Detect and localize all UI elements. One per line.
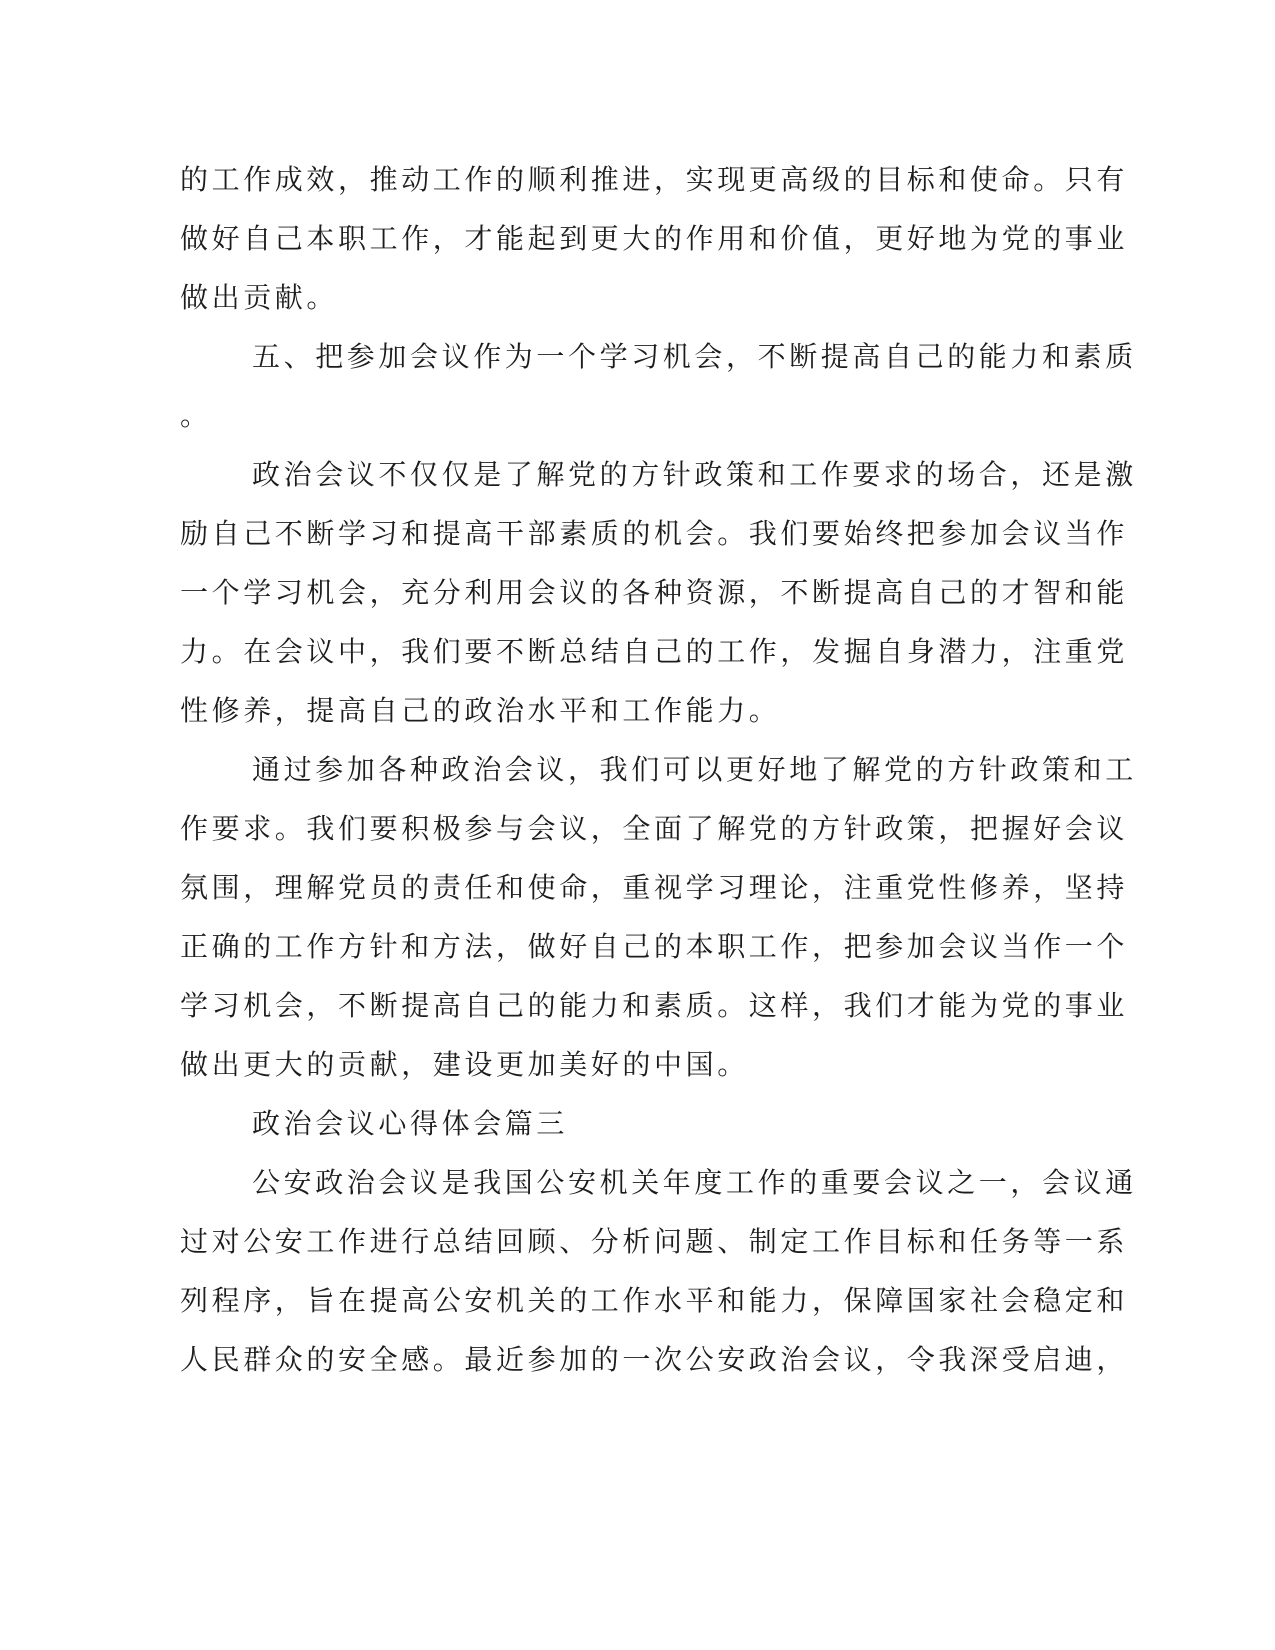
body-line: 人民群众的安全感。最近参加的一次公安政治会议，令我深受启迪， [180, 1343, 1129, 1376]
body-line: 力。在会议中，我们要不断总结自己的工作，发掘自身潜力，注重党 [180, 635, 1129, 668]
paragraph-first-line: 政治会议不仅仅是了解党的方针政策和工作要求的场合，还是激 [252, 458, 1137, 491]
body-line: 列程序，旨在提高公安机关的工作水平和能力，保障国家社会稳定和 [180, 1284, 1129, 1317]
body-line: 过对公安工作进行总结回顾、分析问题、制定工作目标和任务等一系 [180, 1225, 1129, 1258]
section-heading: 五、把参加会议作为一个学习机会，不断提高自己的能力和素质 [252, 340, 1137, 373]
body-line: 一个学习机会，充分利用会议的各种资源，不断提高自己的才智和能 [180, 576, 1129, 609]
body-line: 学习机会，不断提高自己的能力和素质。这样，我们才能为党的事业 [180, 989, 1129, 1022]
body-line: 做出贡献。 [180, 281, 339, 314]
body-line: 励自己不断学习和提高干部素质的机会。我们要始终把参加会议当作 [180, 517, 1129, 550]
paragraph-first-line: 公安政治会议是我国公安机关年度工作的重要会议之一，会议通 [252, 1166, 1137, 1199]
paragraph-first-line: 通过参加各种政治会议，我们可以更好地了解党的方针政策和工 [252, 753, 1137, 786]
body-line: 。 [180, 399, 212, 432]
body-line: 的工作成效，推动工作的顺利推进，实现更高级的目标和使命。只有 [180, 163, 1129, 196]
body-line: 做出更大的贡献，建设更加美好的中国。 [180, 1048, 749, 1081]
body-line: 作要求。我们要积极参与会议，全面了解党的方针政策，把握好会议 [180, 812, 1129, 845]
body-line: 性修养，提高自己的政治水平和工作能力。 [180, 694, 781, 727]
body-line: 正确的工作方针和方法，做好自己的本职工作，把参加会议当作一个 [180, 930, 1129, 963]
body-line: 做好自己本职工作，才能起到更大的作用和价值，更好地为党的事业 [180, 222, 1129, 255]
chapter-title: 政治会议心得体会篇三 [252, 1107, 569, 1140]
body-line: 氛围，理解党员的责任和使命，重视学习理论，注重党性修养，坚持 [180, 871, 1129, 904]
